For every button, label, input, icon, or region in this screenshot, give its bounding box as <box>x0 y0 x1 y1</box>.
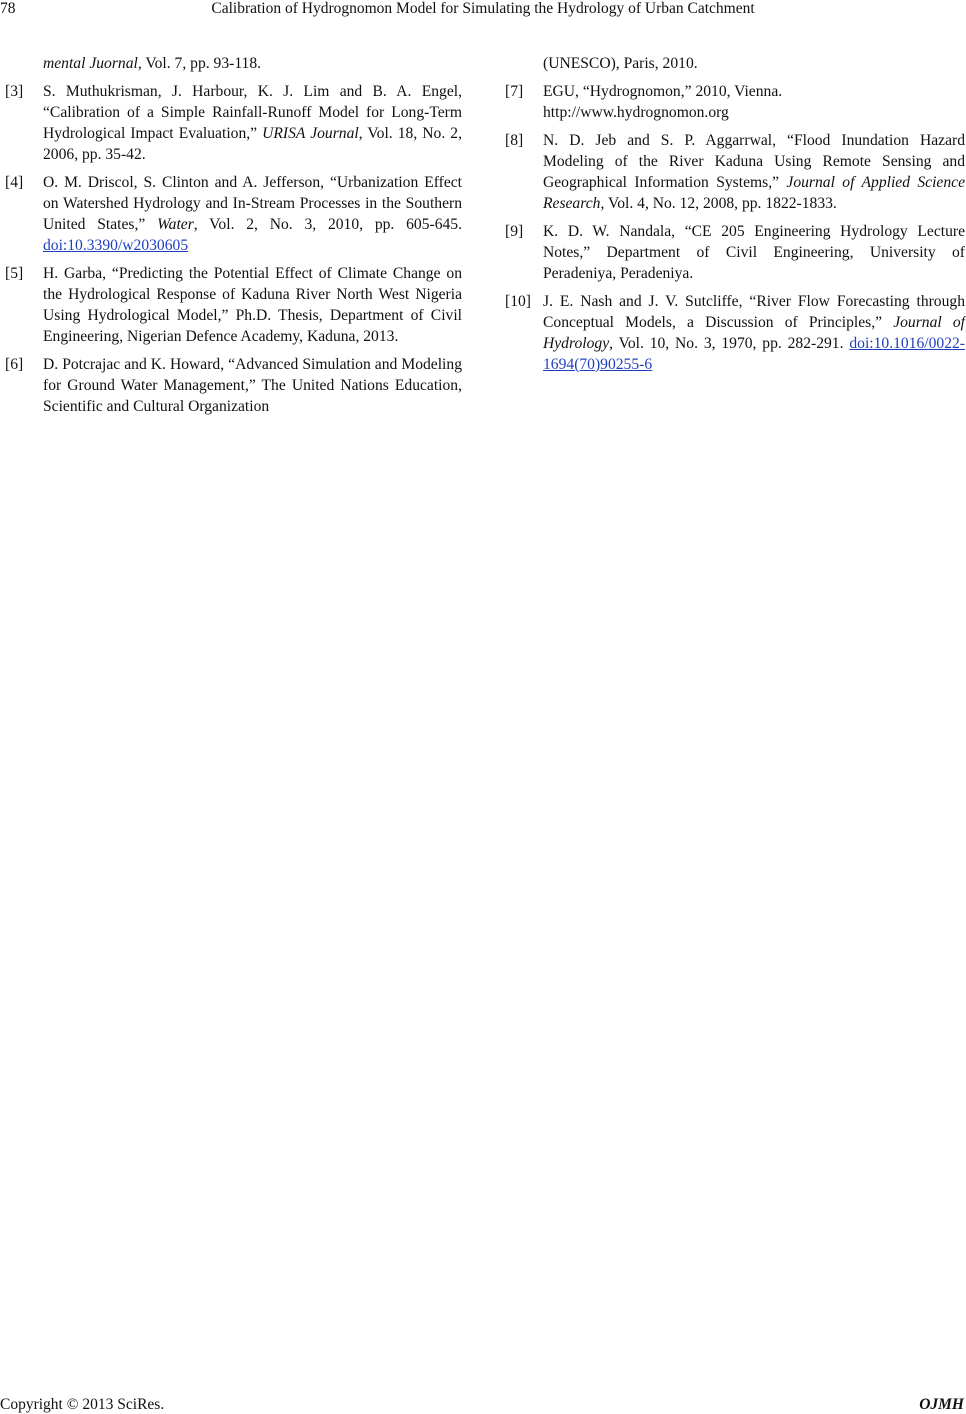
reference-text <box>43 172 462 256</box>
page-number: 78 <box>0 0 16 17</box>
running-title: Calibration of Hydrognomon Model for Simulating the Hydrology of Urban Catchment <box>211 0 755 17</box>
reference-details: , Vol. 4, No. 12, 2008, pp. 1822-1833. <box>600 195 837 212</box>
page-footer <box>0 1396 966 1414</box>
reference-number: [5] <box>5 265 24 282</box>
journal-name: mental Juornal <box>43 55 138 72</box>
reference-text: H. Garba, “Predicting the Potential Effect of Climate Change on the Hydrological Response of Kaduna River North West Nigeria Using Hydrological Model,” Ph.D. Thesis, Department of Civil Engineering, Nigerian Defence Academy, Kaduna, 2013. <box>43 265 462 345</box>
reference-number: [8] <box>505 132 524 149</box>
reference-details: , Vol. 10, No. 3, 1970, pp. 282-291. <box>609 335 850 352</box>
reference-8 <box>505 130 965 214</box>
journal-name: Water <box>157 216 194 233</box>
reference-body: S. Muthukrisman, J. Harbour, K. J. Lim and B. A. Engel, “Calibration of a Simple Rainfall-Runoff Model for Long-Term Hydrological Impact Evaluation,” <box>43 83 462 142</box>
references-right-column <box>505 53 965 382</box>
reference-text <box>543 291 965 375</box>
reference-9 <box>505 221 965 284</box>
journal-name: URISA Journal <box>262 125 359 142</box>
reference-details: , Vol. 2, No. 3, 2010, pp. 605-645. <box>193 216 462 233</box>
reference-number: [10] <box>505 293 531 310</box>
reference-text: D. Potcrajac and K. Howard, “Advanced Simulation and Modeling for Ground Water Management,” The United Nations Education, Scientific and Cultural Organization <box>43 356 462 415</box>
copyright-notice: Copyright © 2013 SciRes. <box>0 1396 165 1413</box>
reference-7 <box>505 81 965 123</box>
reference-details: , Vol. 7, pp. 93-118. <box>137 55 262 72</box>
journal-abbreviation: OJMH <box>919 1396 964 1413</box>
journal-name: Journal of Hydrology <box>543 314 965 352</box>
reference-10 <box>505 291 965 375</box>
reference-text <box>43 81 462 165</box>
reference-body: O. M. Driscol, S. Clinton and A. Jefferson, “Urbanization Effect on Watershed Hydrology and In-Stream Processes in the Southern United States,” <box>43 174 462 233</box>
reference-number: [4] <box>5 174 24 191</box>
reference-text <box>543 130 965 214</box>
page-header <box>0 0 966 24</box>
reference-text: K. D. W. Nandala, “CE 205 Engineering Hydrology Lecture Notes,” Department of Civil Engineering, University of Peradeniya, Peradeniya. <box>543 223 965 282</box>
reference-5 <box>5 263 462 347</box>
reference-continuation <box>5 53 462 74</box>
doi-link[interactable]: doi:10.3390/w2030605 <box>43 237 189 254</box>
reference-details: , Vol. 18, No. 2, 2006, pp. 35-42. <box>43 125 462 163</box>
journal-name: Journal of Applied Science Research <box>543 174 965 212</box>
reference-number: [9] <box>505 223 524 240</box>
reference-body: J. E. Nash and J. V. Sutcliffe, “River Flow Forecasting through Conceptual Models, a Discussion of Principles,” <box>543 293 965 331</box>
reference-4 <box>5 172 462 256</box>
reference-body: N. D. Jeb and S. P. Aggarrwal, “Flood Inundation Hazard Modeling of the River Kaduna Using Remote Sensing and Geographical Information Systems,” <box>543 132 965 191</box>
reference-text: EGU, “Hydrognomon,” 2010, Vienna. http://www.hydrognomon.org <box>543 83 783 121</box>
reference-number: [7] <box>505 83 524 100</box>
references-left-column <box>5 53 462 424</box>
reference-3 <box>5 81 462 165</box>
reference-continuation: (UNESCO), Paris, 2010. <box>543 55 698 72</box>
reference-6 <box>5 354 462 417</box>
reference-number: [3] <box>5 83 24 100</box>
doi-link[interactable]: doi:10.1016/0022-1694(70)90255-6 <box>543 335 965 373</box>
reference-number: [6] <box>5 356 24 373</box>
